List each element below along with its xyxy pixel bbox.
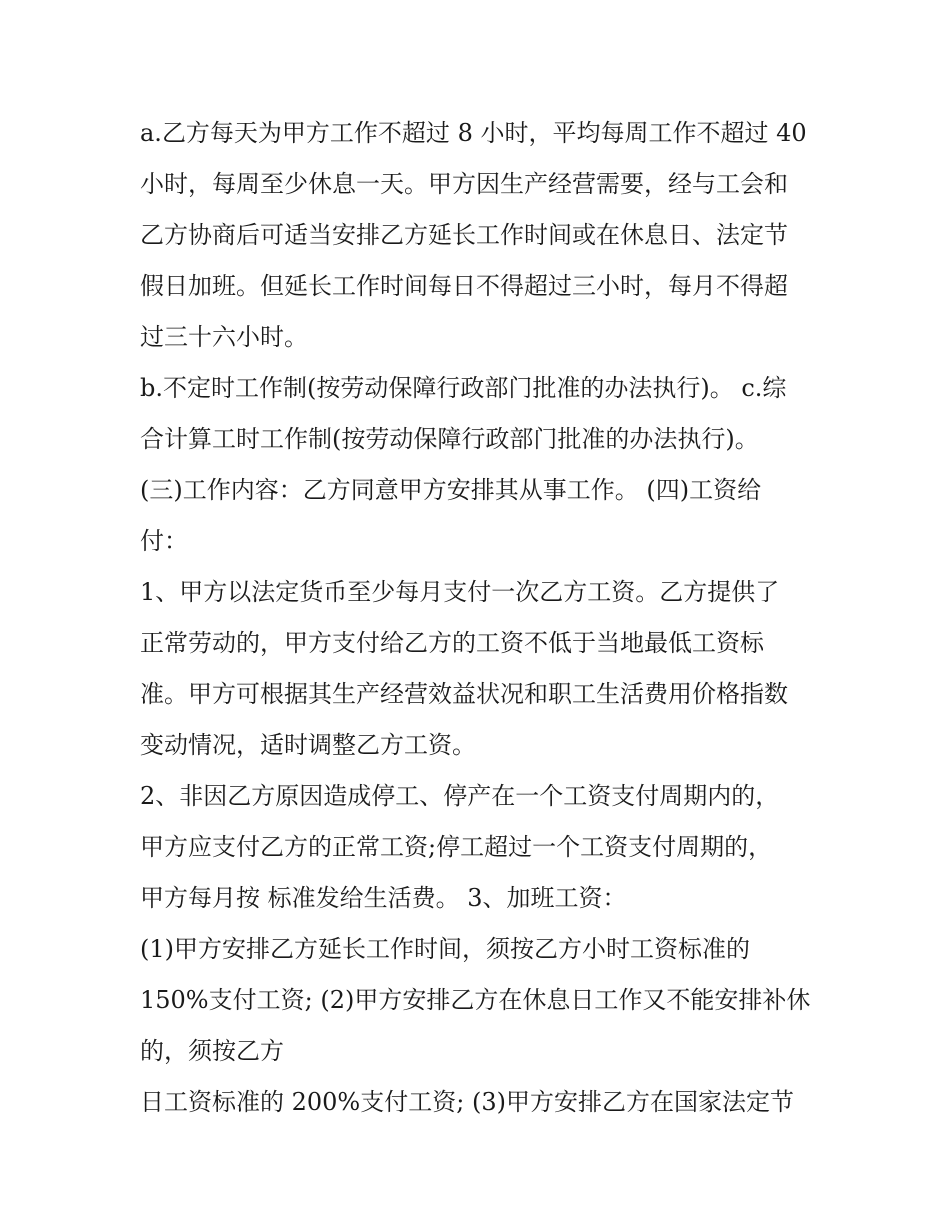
text-line: 变动情况，适时调整乙方工资。 [140,731,476,759]
text-line: 1、甲方以法定货币至少每月支付一次乙方工资。乙方提供了 [140,578,780,606]
text-line: (1)甲方安排乙方延长工作时间，须按乙方小时工资标准的 [140,935,750,963]
text-line: 小时，每周至少休息一天。甲方因生产经营需要，经与工会和 [140,170,788,198]
text-line: 150%支付工资; (2)甲方安排乙方在休息日工作又不能安排补休 [140,986,811,1014]
text-line: 合计算工时工作制(按劳动保障行政部门批准的办法执行)。 [140,425,759,453]
text-line: 的，须按乙方 [140,1037,284,1065]
text-line: 正常劳动的，甲方支付给乙方的工资不低于当地最低工资标 [140,629,764,657]
text-line: 2、非因乙方原因造成停工、停产在一个工资支付周期内的， [140,782,780,810]
text-line: 过三十六小时。 [140,323,308,351]
text-line: 准。甲方可根据其生产经营效益状况和职工生活费用价格指数 [140,680,788,708]
text-line: a.乙方每天为甲方工作不超过 8 小时，平均每周工作不超过 40 [140,119,807,147]
document-body [140,108,820,1128]
text-line: b.不定时工作制(按劳动保障行政部门批准的办法执行)。 c.综 [140,374,787,402]
text-line: (三)工作内容：乙方同意甲方安排其从事工作。 (四)工资给 [140,476,762,504]
text-line: 假日加班。但延长工作时间每日不得超过三小时，每月不得超 [140,272,788,300]
text-line: 甲方每月按 标准发给生活费。 3、加班工资： [140,884,627,912]
text-line: 乙方协商后可适当安排乙方延长工作时间或在休息日、法定节 [140,221,788,249]
text-line: 付： [140,527,188,555]
text-line: 甲方应支付乙方的正常工资;停工超过一个工资支付周期的， [140,833,773,861]
text-line: 日工资标准的 200%支付工资; (3)甲方安排乙方在国家法定节 [140,1088,794,1116]
